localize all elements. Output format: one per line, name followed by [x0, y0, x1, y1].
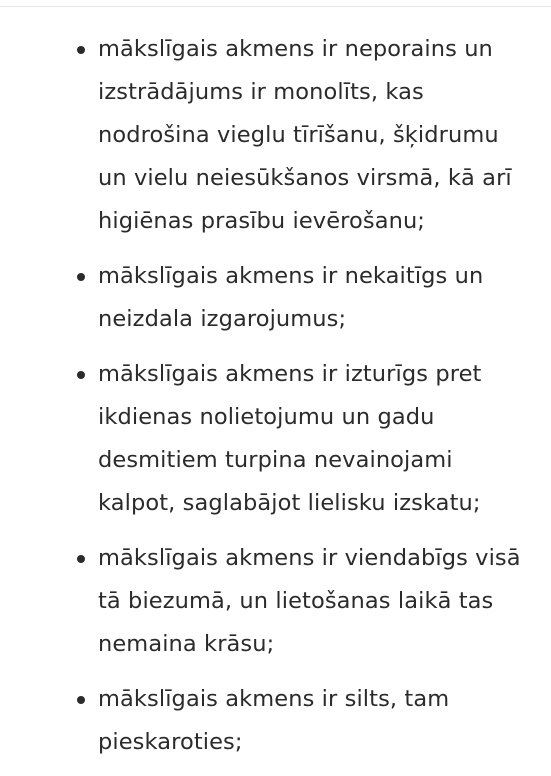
- bullet-icon: [77, 371, 85, 379]
- bullet-icon: [77, 555, 85, 563]
- list-item: [0, 255, 551, 341]
- list-item: [0, 537, 551, 666]
- list-item: [0, 678, 551, 764]
- bullet-list: [0, 28, 551, 776]
- list-item-text: mākslīgais akmens ir silts, tam pieskaroties;: [98, 686, 450, 755]
- list-item: [0, 28, 551, 243]
- list-item-text: mākslīgais akmens ir neporains un izstrādājums ir monolīts, kas nodrošina vieglu tīrīšanu, šķidrumu un vielu neiesūkšanos virsmā, kā arī higiēnas prasību ievērošanu;: [98, 36, 512, 234]
- list-item: [0, 353, 551, 525]
- bullet-icon: [77, 696, 85, 704]
- bullet-icon: [77, 273, 85, 281]
- bullet-icon: [77, 46, 85, 54]
- top-divider: [0, 0, 551, 7]
- list-item-text: mākslīgais akmens ir viendabīgs visā tā biezumā, un lietošanas laikā tas nemaina krāsu;: [98, 545, 521, 657]
- list-item-text: mākslīgais akmens ir izturīgs pret ikdienas nolietojumu un gadu desmitiem turpina nevainojami kalpot, saglabājot lielisku izskatu;: [98, 361, 482, 516]
- list-item-text: mākslīgais akmens ir nekaitīgs un neizdala izgarojumus;: [98, 263, 484, 332]
